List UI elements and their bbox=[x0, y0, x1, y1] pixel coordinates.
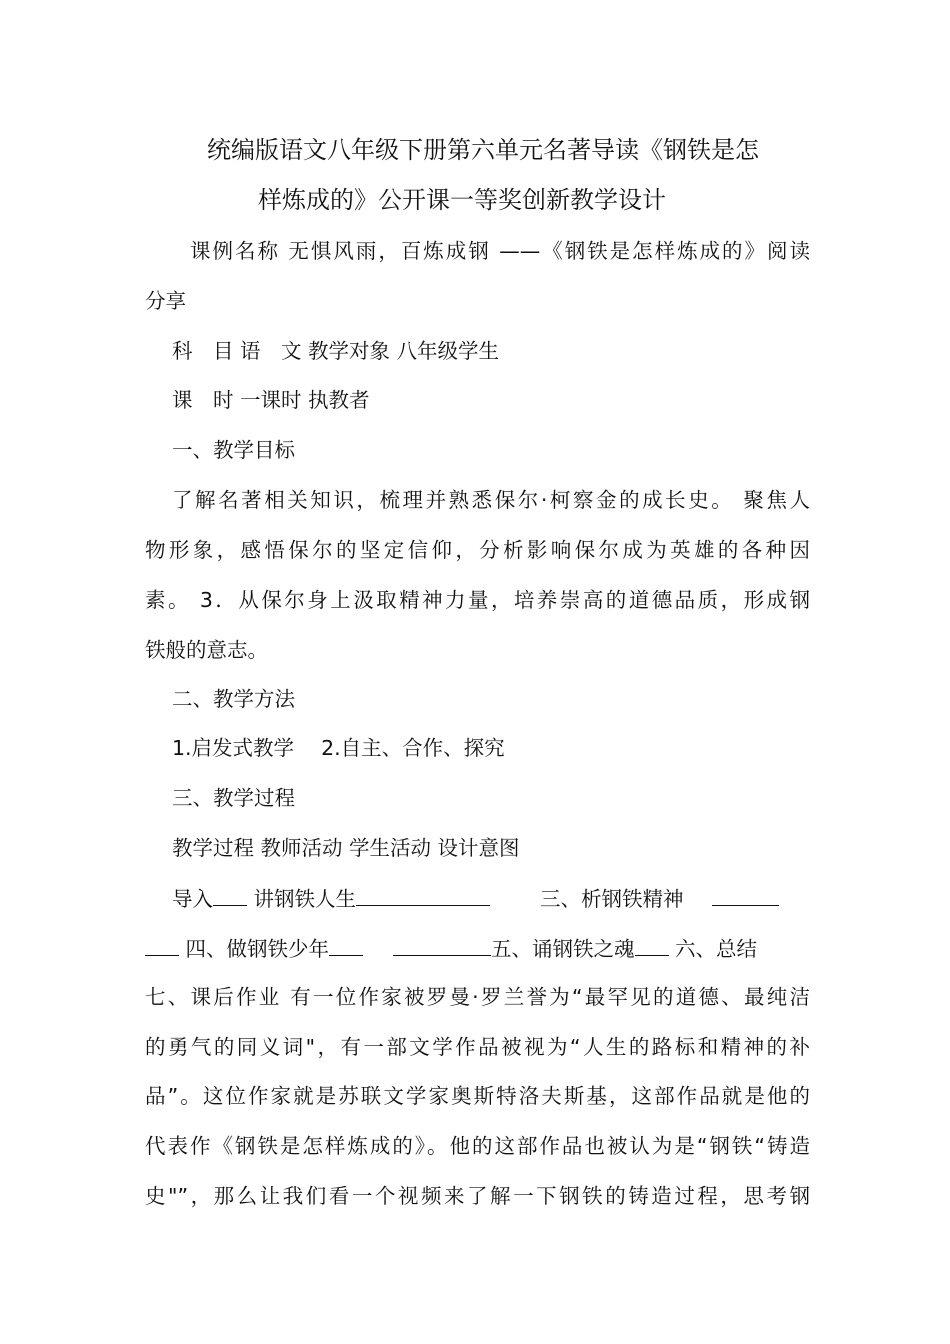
section-heading-methods: 二、教学方法 bbox=[172, 687, 295, 711]
process-step-3: 三、析钢铁精神 bbox=[540, 887, 684, 911]
process-step-intro: 导入 bbox=[172, 887, 213, 911]
process-step-6: 六、总结 bbox=[668, 937, 758, 961]
homework-line-2: 的勇气的同义词"，有一部文学作品被视为“人生的路标和精神的补 bbox=[145, 1035, 810, 1059]
process-row-2 bbox=[145, 933, 810, 963]
fill-blank bbox=[145, 933, 179, 956]
subject-info: 科 目 语 文 教学对象 八年级学生 bbox=[172, 339, 500, 363]
objectives-line-1: 了解名著相关知识，梳理并熟悉保尔·柯察金的成长史。 聚焦人 bbox=[172, 488, 810, 512]
section-heading-objectives: 一、教学目标 bbox=[172, 438, 295, 462]
document-title-line-2: 样炼成的》公开课一等奖创新教学设计 bbox=[258, 186, 666, 214]
fill-blank bbox=[213, 883, 247, 906]
fill-blank bbox=[356, 883, 490, 906]
case-name-line-1: 课例名称 无惧风雨，百炼成钢 ——《钢铁是怎样炼成的》阅读 bbox=[190, 239, 810, 263]
process-table-header: 教学过程 教师活动 学生活动 设计意图 bbox=[172, 836, 520, 860]
process-step-4: 四、做钢铁少年 bbox=[179, 937, 330, 961]
homework-line-4: 代表作《钢铁是怎样炼成的》。他的这部作品也被认为是“钢铁“铸造 bbox=[145, 1134, 810, 1158]
fill-blank bbox=[712, 883, 779, 906]
homework-line-1: 七、课后作业 有一位作家被罗曼·罗兰誉为“最罕见的道德、最纯洁 bbox=[145, 985, 810, 1009]
process-row-1 bbox=[172, 883, 810, 913]
objectives-line-2: 物形象，感悟保尔的坚定信仰，分析影响保尔成为英雄的各种因 bbox=[145, 538, 810, 562]
process-step-5: 五、诵钢铁之魂 bbox=[491, 937, 635, 961]
fill-blank bbox=[635, 933, 669, 956]
fill-blank bbox=[329, 933, 363, 956]
document-title-line-1: 统编版语文八年级下册第六单元名著导读《钢铁是怎 bbox=[207, 136, 759, 164]
section-heading-process: 三、教学过程 bbox=[172, 786, 295, 810]
methods-list: 1.启发式教学 2.自主、合作、探究 bbox=[172, 736, 505, 760]
objectives-line-3: 素。 3．从保尔身上汲取精神力量，培养崇高的道德品质，形成钢 bbox=[145, 588, 810, 612]
hours-info: 课 时 一课时 执教者 bbox=[172, 388, 370, 412]
fill-blank bbox=[393, 933, 491, 956]
objectives-line-4: 铁般的意志。 bbox=[145, 638, 268, 662]
homework-line-5: 史"”，那么让我们看一个视频来了解一下钢铁的铸造过程，思考钢 bbox=[145, 1184, 810, 1208]
case-name-line-2: 分享 bbox=[145, 289, 186, 313]
process-step-2: 讲钢铁人生 bbox=[247, 887, 357, 911]
homework-line-3: 品”。这位作家就是苏联文学家奥斯特洛夫斯基，这部作品就是他的 bbox=[145, 1084, 810, 1108]
